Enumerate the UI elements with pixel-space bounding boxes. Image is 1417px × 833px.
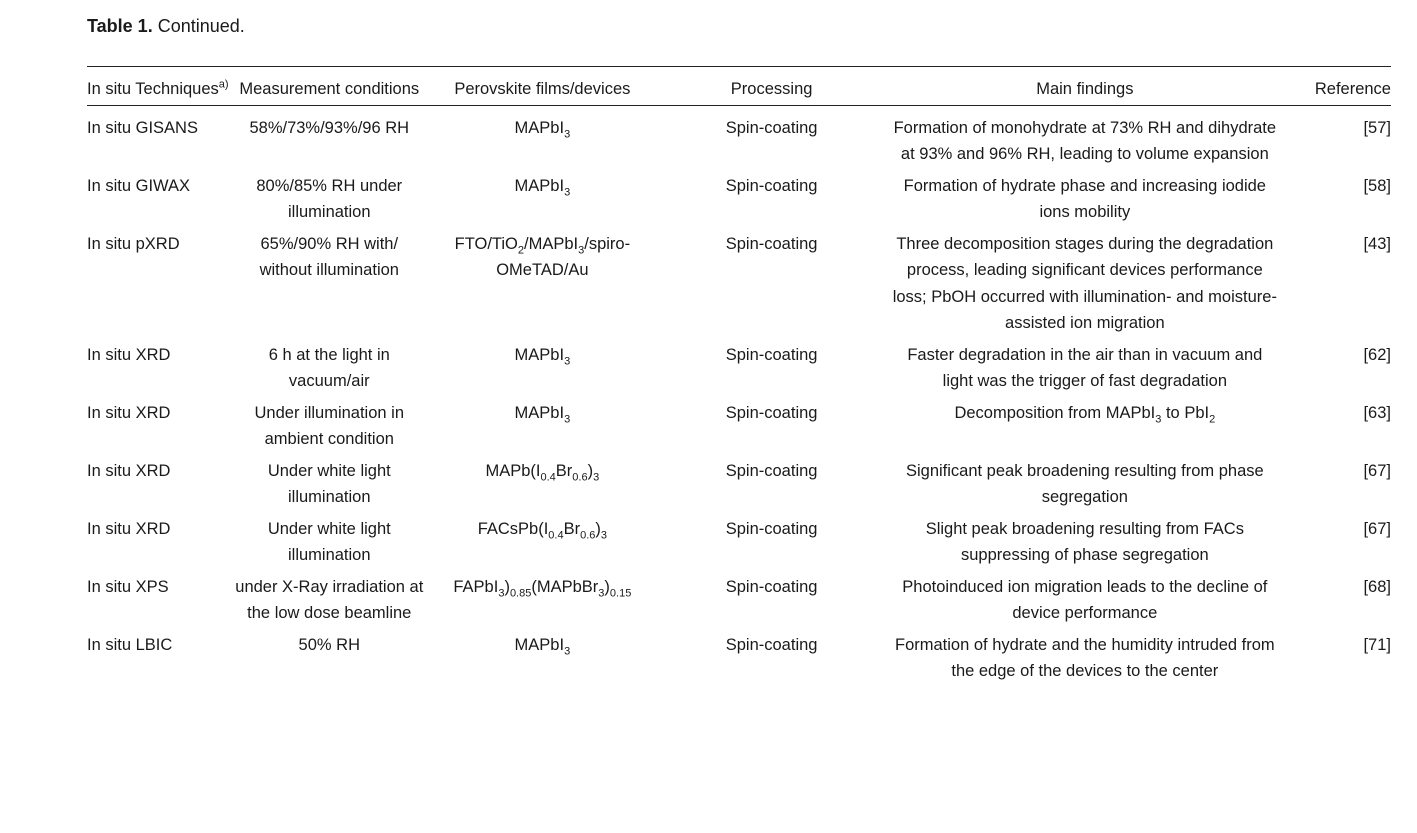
cell-processing: Spin-coating bbox=[725, 635, 818, 654]
data-table bbox=[87, 66, 1391, 690]
header-technique-text: In situ Techniques bbox=[87, 80, 219, 98]
cell-technique: In situ XRD bbox=[87, 403, 171, 422]
cell-reference: [68] bbox=[1363, 577, 1391, 596]
cell-processing: Spin-coating bbox=[725, 176, 818, 195]
header-reference: Reference bbox=[1314, 80, 1391, 98]
cell-reference: [67] bbox=[1363, 461, 1391, 480]
cell-conditions: 65%/90% RH with/ without illumination bbox=[259, 234, 399, 279]
header-films: Perovskite films/devices bbox=[454, 80, 631, 98]
table-row bbox=[87, 400, 1391, 458]
cell-films: MAPbI$_3$ bbox=[514, 403, 571, 425]
table-row bbox=[87, 632, 1391, 690]
cell-findings: Photoinduced ion migration leads to the decline of device performance bbox=[902, 577, 1268, 622]
cell-reference: [57] bbox=[1363, 118, 1391, 137]
cell-processing: Spin-coating bbox=[725, 519, 818, 538]
header-row bbox=[87, 67, 1391, 106]
header-technique-note: a) bbox=[218, 78, 229, 91]
cell-technique: In situ GISANS bbox=[87, 118, 198, 137]
table-header bbox=[87, 67, 1391, 106]
header-processing: Processing bbox=[730, 80, 813, 98]
cell-films: MAPbI$_3$ bbox=[514, 176, 571, 198]
table-row bbox=[87, 173, 1391, 231]
cell-processing: Spin-coating bbox=[725, 345, 818, 364]
cell-technique: In situ XRD bbox=[87, 345, 171, 364]
cell-findings: Decomposition from MAPbI$_3$ to PbI$_2$ bbox=[954, 403, 1216, 425]
table-row bbox=[87, 231, 1391, 342]
caption-text: Continued. bbox=[157, 16, 245, 36]
table-row bbox=[87, 342, 1391, 400]
cell-films: MAPbI$_3$ bbox=[514, 118, 571, 140]
cell-processing: Spin-coating bbox=[725, 461, 818, 480]
cell-findings: Faster degradation in the air than in vacuum and light was the trigger of fast degradation bbox=[907, 345, 1263, 390]
cell-technique: In situ GIWAX bbox=[87, 176, 190, 195]
cell-technique: In situ pXRD bbox=[87, 234, 180, 253]
header-conditions: Measurement conditions bbox=[239, 80, 420, 98]
cell-reference: [67] bbox=[1363, 519, 1391, 538]
table-row bbox=[87, 105, 1391, 173]
cell-reference: [43] bbox=[1363, 234, 1391, 253]
cell-conditions: 80%/85% RH under illumination bbox=[256, 176, 403, 221]
cell-conditions: 6 h at the light in vacuum/air bbox=[268, 345, 390, 390]
cell-findings: Slight peak broadening resulting from FACs suppressing of phase segregation bbox=[925, 519, 1244, 564]
cell-conditions: under X-Ray irradiation at the low dose beamline bbox=[235, 577, 424, 622]
table-row bbox=[87, 516, 1391, 574]
cell-processing: Spin-coating bbox=[725, 577, 818, 596]
cell-films: $MAPb(I_{0.4}Br_{0.6})_3$ bbox=[485, 461, 600, 483]
cell-technique: In situ XPS bbox=[87, 577, 169, 596]
cell-technique: In situ XRD bbox=[87, 461, 171, 480]
header-technique bbox=[87, 67, 235, 106]
table-row bbox=[87, 574, 1391, 632]
cell-findings: Significant peak broadening resulting from phase segregation bbox=[905, 461, 1264, 506]
cell-conditions: Under white light illumination bbox=[267, 519, 391, 564]
cell-films: MAPbI$_3$ bbox=[514, 635, 571, 657]
table-row bbox=[87, 458, 1391, 516]
cell-conditions: Under white light illumination bbox=[267, 461, 391, 506]
cell-findings: Formation of monohydrate at 73% RH and dihydrate at 93% and 96% RH, leading to volume expansion bbox=[893, 118, 1277, 163]
cell-reference: [71] bbox=[1363, 635, 1391, 654]
cell-reference: [58] bbox=[1363, 176, 1391, 195]
caption-label: Table 1. bbox=[87, 16, 153, 36]
cell-technique: In situ LBIC bbox=[87, 635, 173, 654]
cell-findings: Formation of hydrate phase and increasing iodide ions mobility bbox=[903, 176, 1266, 221]
cell-processing: Spin-coating bbox=[725, 118, 818, 137]
table-caption bbox=[87, 14, 245, 38]
cell-processing: Spin-coating bbox=[725, 234, 818, 253]
cell-films: $FACsPb(I_{0.4}Br_{0.6})_3$ bbox=[477, 519, 608, 541]
cell-findings: Formation of hydrate and the humidity intruded from the edge of the devices to the center bbox=[894, 635, 1275, 680]
cell-findings: Three decomposition stages during the degradation process, leading significant devices performance loss; PbOH occurred with illumination- and moisture-assisted ion migration bbox=[892, 234, 1277, 332]
cell-reference: [62] bbox=[1363, 345, 1391, 364]
cell-technique: In situ XRD bbox=[87, 519, 171, 538]
cell-reference: [63] bbox=[1363, 403, 1391, 422]
cell-films: $FAPbI_3)_{0.85}(MAPbBr_3)_{0.15}$ bbox=[453, 577, 632, 599]
cell-films: FTO/TiO$_2$/MAPbI$_3$/spiro-OMeTAD/Au bbox=[454, 234, 631, 279]
cell-conditions: 50% RH bbox=[298, 635, 360, 654]
table-body bbox=[87, 105, 1391, 690]
cell-processing: Spin-coating bbox=[725, 403, 818, 422]
cell-conditions: Under illumination in ambient condition bbox=[254, 403, 405, 448]
cell-conditions: 58%/73%/93%/96 RH bbox=[249, 118, 410, 137]
header-findings: Main findings bbox=[1036, 80, 1134, 98]
cell-films: MAPbI$_3$ bbox=[514, 345, 571, 367]
